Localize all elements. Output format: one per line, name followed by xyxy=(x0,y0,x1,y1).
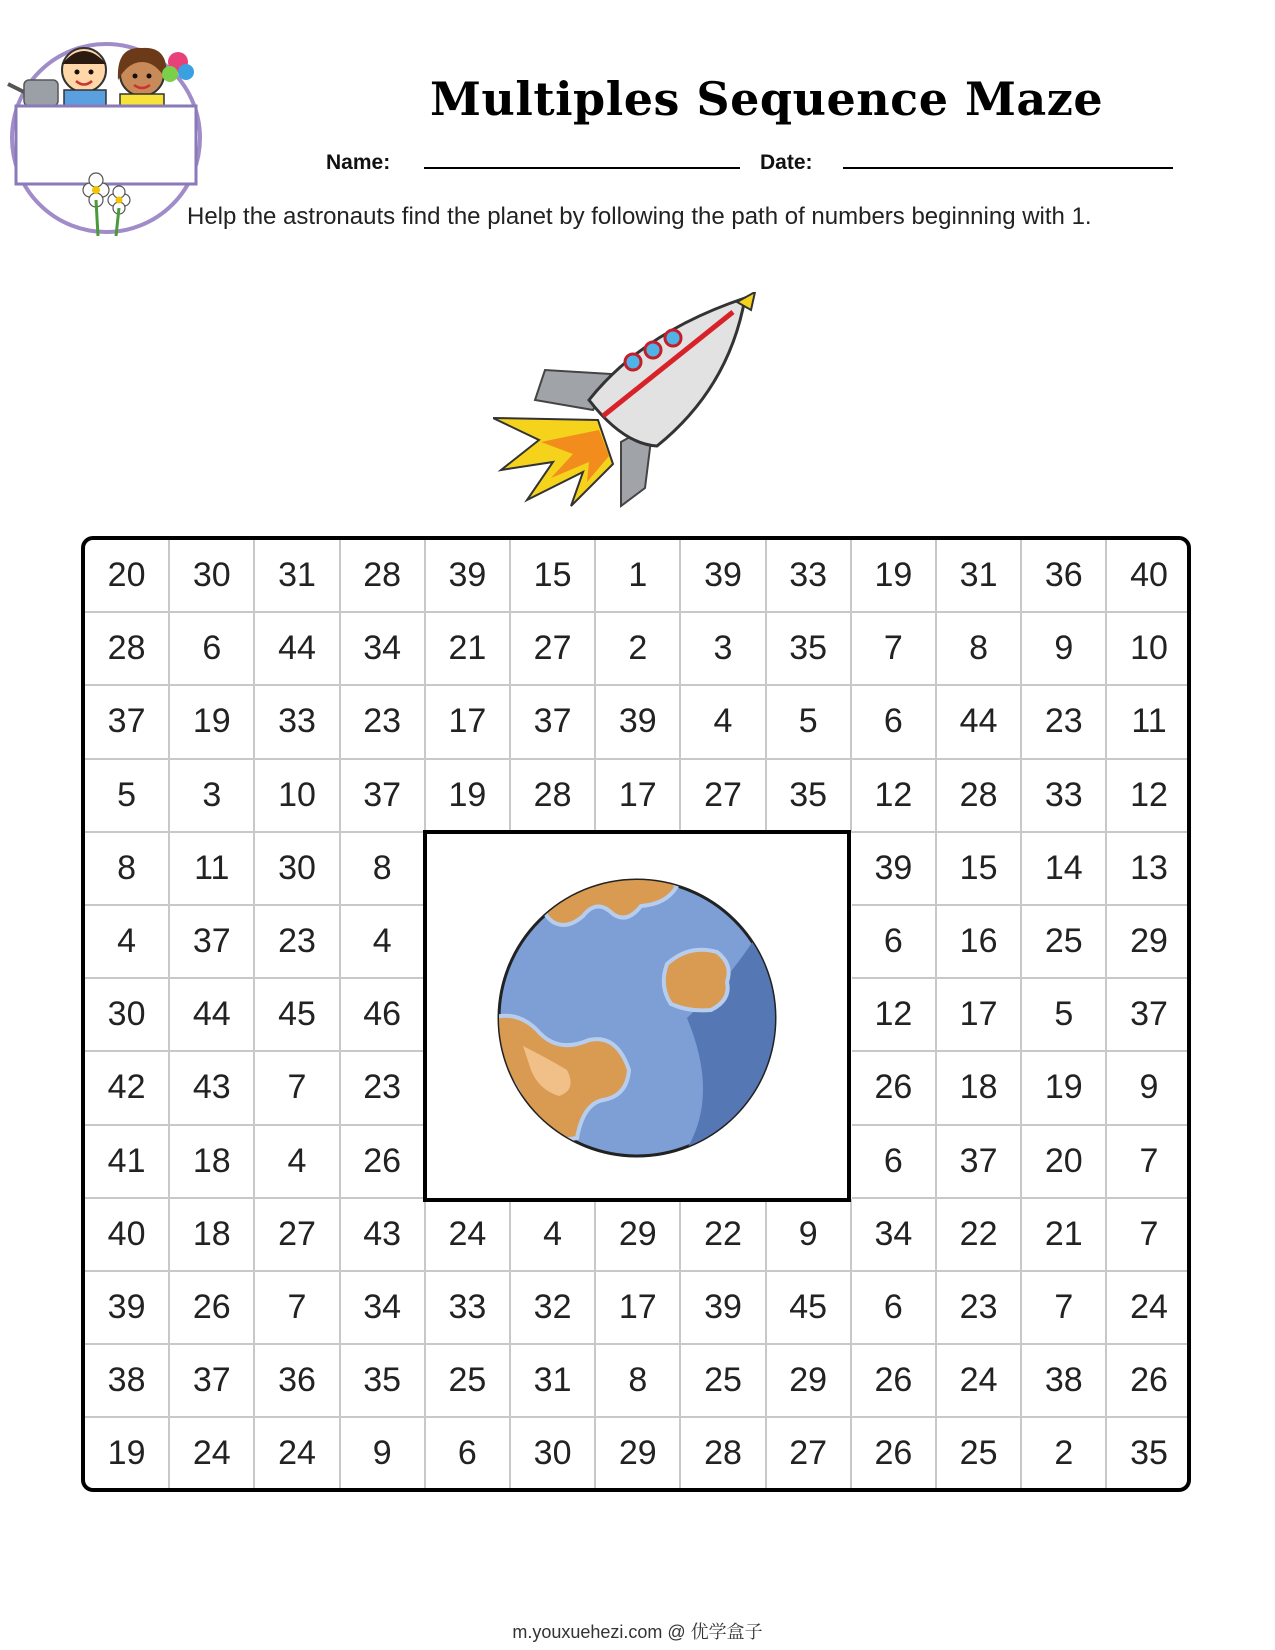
maze-cell[interactable]: 21 xyxy=(426,613,511,686)
maze-cell[interactable]: 25 xyxy=(937,1418,1022,1491)
maze-cell[interactable]: 28 xyxy=(681,1418,766,1491)
maze-cell[interactable]: 38 xyxy=(1022,1345,1107,1418)
maze-cell[interactable]: 35 xyxy=(1107,1418,1191,1491)
maze-cell[interactable]: 15 xyxy=(511,540,596,613)
maze-cell[interactable]: 24 xyxy=(170,1418,255,1491)
footer-watermark: m.youxuehezi.com @ 优学盒子 xyxy=(512,1622,763,1642)
maze-cell[interactable]: 3 xyxy=(681,613,766,686)
maze-cell[interactable]: 27 xyxy=(681,760,766,833)
maze-cell[interactable]: 24 xyxy=(426,1199,511,1272)
maze-cell[interactable]: 30 xyxy=(255,833,340,906)
maze-cell[interactable]: 39 xyxy=(681,1272,766,1345)
maze-cell[interactable]: 33 xyxy=(767,540,852,613)
maze-cell[interactable]: 30 xyxy=(170,540,255,613)
maze-cell[interactable]: 33 xyxy=(426,1272,511,1345)
maze-cell[interactable]: 23 xyxy=(937,1272,1022,1345)
maze-cell[interactable]: 29 xyxy=(596,1199,681,1272)
maze-cell[interactable]: 23 xyxy=(341,1052,426,1125)
maze-cell[interactable]: 39 xyxy=(596,686,681,759)
maze-cell[interactable]: 46 xyxy=(341,979,426,1052)
maze-cell[interactable]: 29 xyxy=(1107,906,1191,979)
maze-cell[interactable]: 24 xyxy=(1107,1272,1191,1345)
maze-cell[interactable]: 8 xyxy=(937,613,1022,686)
maze-cell[interactable]: 17 xyxy=(596,1272,681,1345)
maze-cell[interactable]: 8 xyxy=(85,833,170,906)
maze-cell[interactable]: 9 xyxy=(1107,1052,1191,1125)
maze-cell[interactable]: 20 xyxy=(1022,1126,1107,1199)
maze-cell[interactable]: 10 xyxy=(255,760,340,833)
maze-cell[interactable]: 34 xyxy=(852,1199,937,1272)
maze-cell[interactable]: 44 xyxy=(937,686,1022,759)
date-label: Date: xyxy=(760,151,813,174)
maze-cell[interactable]: 7 xyxy=(1107,1199,1191,1272)
maze-cell[interactable]: 29 xyxy=(596,1418,681,1491)
maze-cell[interactable]: 22 xyxy=(937,1199,1022,1272)
rocket-icon xyxy=(493,292,793,520)
name-label: Name: xyxy=(326,151,391,174)
maze-cell[interactable]: 23 xyxy=(341,686,426,759)
maze-cell[interactable]: 7 xyxy=(1022,1272,1107,1345)
maze-cell[interactable]: 26 xyxy=(1107,1345,1191,1418)
maze-cell[interactable]: 33 xyxy=(255,686,340,759)
maze-cell[interactable]: 7 xyxy=(852,613,937,686)
maze-cell[interactable]: 6 xyxy=(852,686,937,759)
maze-cell[interactable]: 24 xyxy=(937,1345,1022,1418)
maze-cell[interactable]: 8 xyxy=(596,1345,681,1418)
maze-cell[interactable]: 43 xyxy=(170,1052,255,1125)
maze-cell[interactable]: 29 xyxy=(767,1345,852,1418)
maze-cell[interactable]: 44 xyxy=(255,613,340,686)
maze-cell[interactable]: 31 xyxy=(511,1345,596,1418)
maze-cell[interactable]: 6 xyxy=(170,613,255,686)
maze-cell[interactable]: 31 xyxy=(255,540,340,613)
maze-cell[interactable]: 4 xyxy=(85,906,170,979)
maze-cell[interactable]: 18 xyxy=(937,1052,1022,1125)
maze-cell[interactable]: 38 xyxy=(85,1345,170,1418)
maze-cell[interactable]: 12 xyxy=(1107,760,1191,833)
maze-cell[interactable]: 26 xyxy=(341,1126,426,1199)
maze-cell[interactable]: 28 xyxy=(937,760,1022,833)
maze-cell[interactable]: 45 xyxy=(255,979,340,1052)
kids-logo-image xyxy=(6,40,216,246)
maze-cell[interactable]: 27 xyxy=(767,1418,852,1491)
maze-cell[interactable]: 22 xyxy=(681,1199,766,1272)
maze-cell[interactable]: 26 xyxy=(852,1345,937,1418)
maze-cell[interactable]: 11 xyxy=(1107,686,1191,759)
maze-cell[interactable]: 27 xyxy=(255,1199,340,1272)
maze-cell[interactable]: 40 xyxy=(85,1199,170,1272)
maze-cell[interactable]: 30 xyxy=(511,1418,596,1491)
maze-cell[interactable]: 36 xyxy=(1022,540,1107,613)
maze-cell[interactable]: 34 xyxy=(341,1272,426,1345)
name-field[interactable] xyxy=(424,167,740,169)
maze-cell[interactable]: 9 xyxy=(767,1199,852,1272)
maze-cell[interactable]: 17 xyxy=(426,686,511,759)
maze-cell[interactable]: 30 xyxy=(85,979,170,1052)
maze-cell[interactable]: 26 xyxy=(170,1272,255,1345)
maze-cell[interactable]: 4 xyxy=(681,686,766,759)
maze-cell[interactable]: 12 xyxy=(852,760,937,833)
maze-cell[interactable]: 33 xyxy=(1022,760,1107,833)
maze-cell[interactable]: 2 xyxy=(1022,1418,1107,1491)
maze-cell[interactable]: 25 xyxy=(1022,906,1107,979)
maze-cell[interactable]: 4 xyxy=(255,1126,340,1199)
maze-cell[interactable]: 11 xyxy=(170,833,255,906)
maze-cell[interactable]: 5 xyxy=(85,760,170,833)
maze-cell[interactable]: 1 xyxy=(596,540,681,613)
maze-cell[interactable]: 14 xyxy=(1022,833,1107,906)
maze-cell[interactable]: 19 xyxy=(85,1418,170,1491)
maze-cell[interactable]: 17 xyxy=(596,760,681,833)
maze-cell[interactable]: 7 xyxy=(255,1052,340,1125)
maze-cell[interactable]: 19 xyxy=(426,760,511,833)
maze-cell[interactable]: 9 xyxy=(341,1418,426,1491)
maze-cell[interactable]: 37 xyxy=(1107,979,1191,1052)
page-title: Multiples Sequence Maze xyxy=(430,72,1104,126)
maze-cell[interactable]: 37 xyxy=(937,1126,1022,1199)
maze-cell[interactable]: 17 xyxy=(937,979,1022,1052)
maze-cell[interactable]: 37 xyxy=(85,686,170,759)
maze-cell[interactable]: 25 xyxy=(426,1345,511,1418)
maze-cell[interactable]: 44 xyxy=(170,979,255,1052)
maze-cell[interactable]: 37 xyxy=(341,760,426,833)
maze-cell[interactable]: 25 xyxy=(681,1345,766,1418)
maze-cell[interactable]: 6 xyxy=(852,1126,937,1199)
maze-cell[interactable]: 40 xyxy=(1107,540,1191,613)
maze-cell[interactable]: 9 xyxy=(1022,613,1107,686)
maze-cell[interactable]: 2 xyxy=(596,613,681,686)
maze-cell[interactable]: 26 xyxy=(852,1418,937,1491)
maze-cell[interactable]: 32 xyxy=(511,1272,596,1345)
maze-cell[interactable]: 35 xyxy=(341,1345,426,1418)
maze-cell[interactable]: 42 xyxy=(85,1052,170,1125)
maze-cell[interactable]: 19 xyxy=(1022,1052,1107,1125)
maze-cell[interactable]: 7 xyxy=(255,1272,340,1345)
maze-cell[interactable]: 21 xyxy=(1022,1199,1107,1272)
instructions-text: Help the astronauts find the planet by following the path of numbers beginning with 1. xyxy=(187,203,1092,230)
maze-cell[interactable]: 37 xyxy=(170,1345,255,1418)
maze-cell[interactable]: 20 xyxy=(85,540,170,613)
maze-cell[interactable]: 37 xyxy=(170,906,255,979)
maze-cell[interactable]: 23 xyxy=(1022,686,1107,759)
maze-cell[interactable]: 23 xyxy=(255,906,340,979)
maze-cell[interactable]: 24 xyxy=(255,1418,340,1491)
maze-cell[interactable]: 4 xyxy=(511,1199,596,1272)
date-field[interactable] xyxy=(843,167,1173,169)
maze-cell[interactable]: 19 xyxy=(170,686,255,759)
maze-cell[interactable]: 3 xyxy=(170,760,255,833)
maze-cell[interactable]: 39 xyxy=(426,540,511,613)
maze-cell[interactable]: 16 xyxy=(937,906,1022,979)
planet-icon xyxy=(427,834,847,1198)
maze-cell[interactable]: 35 xyxy=(767,613,852,686)
maze-cell[interactable]: 6 xyxy=(852,1272,937,1345)
maze-cell[interactable]: 28 xyxy=(341,540,426,613)
maze-cell[interactable]: 7 xyxy=(1107,1126,1191,1199)
maze-cell[interactable]: 15 xyxy=(937,833,1022,906)
maze-cell[interactable]: 12 xyxy=(852,979,937,1052)
maze-cell[interactable]: 5 xyxy=(1022,979,1107,1052)
maze-cell[interactable]: 39 xyxy=(852,833,937,906)
maze-cell[interactable]: 31 xyxy=(937,540,1022,613)
maze-cell[interactable]: 28 xyxy=(85,613,170,686)
planet-box xyxy=(423,830,851,1202)
maze-cell[interactable]: 10 xyxy=(1107,613,1191,686)
maze-cell[interactable]: 19 xyxy=(852,540,937,613)
maze-cell[interactable]: 27 xyxy=(511,613,596,686)
maze-cell[interactable]: 4 xyxy=(341,906,426,979)
maze-cell[interactable]: 5 xyxy=(767,686,852,759)
maze-cell[interactable]: 34 xyxy=(341,613,426,686)
maze-cell[interactable]: 45 xyxy=(767,1272,852,1345)
maze-cell[interactable]: 13 xyxy=(1107,833,1191,906)
maze-cell[interactable]: 28 xyxy=(511,760,596,833)
maze-cell[interactable]: 39 xyxy=(681,540,766,613)
maze-cell[interactable]: 18 xyxy=(170,1126,255,1199)
maze-cell[interactable]: 37 xyxy=(511,686,596,759)
maze-cell[interactable]: 41 xyxy=(85,1126,170,1199)
maze-cell[interactable]: 6 xyxy=(426,1418,511,1491)
maze-cell[interactable]: 8 xyxy=(341,833,426,906)
maze-cell[interactable]: 43 xyxy=(341,1199,426,1272)
maze-cell[interactable]: 36 xyxy=(255,1345,340,1418)
maze-cell[interactable]: 18 xyxy=(170,1199,255,1272)
maze-cell[interactable]: 6 xyxy=(852,906,937,979)
maze-cell[interactable]: 26 xyxy=(852,1052,937,1125)
maze-cell[interactable]: 35 xyxy=(767,760,852,833)
maze-cell[interactable]: 39 xyxy=(85,1272,170,1345)
